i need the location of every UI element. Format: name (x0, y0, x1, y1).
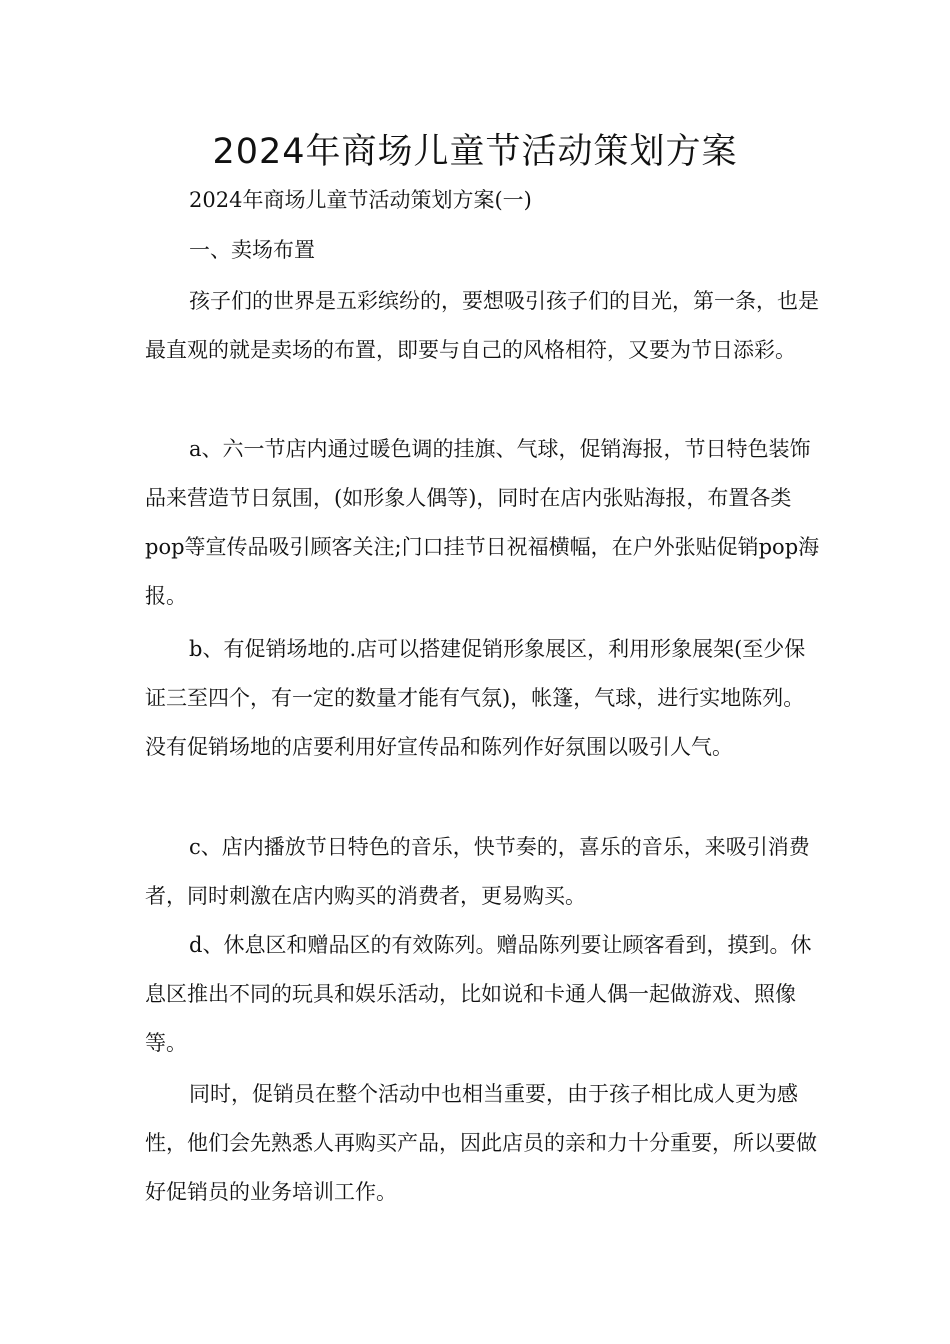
paragraph: 孩子们的世界是五彩缤纷的，要想吸引孩子们的目光，第一条，也是最直观的就是卖场的布置，即要与自己的风格相符，又要为节日添彩。 (145, 289, 819, 362)
paragraph: 同时，促销员在整个活动中也相当重要，由于孩子相比成人更为感性，他们会先熟悉人再购买产品，因此店员的亲和力十分重要，所以要做好促销员的业务培训工作。 (145, 1082, 817, 1204)
document-subtitle: 2024年商场儿童节活动策划方案(一) (189, 188, 532, 212)
section-heading: 一、卖场布置 (189, 238, 315, 262)
paragraph-item-b: b、有促销场地的.店可以搭建促销形象展区，利用形象展架(至少保证三至四个，有一定的数量才能有气氛)，帐篷，气球，进行实地陈列。没有促销场地的店要利用好宣传品和陈列作好氛围以吸引人气。 (145, 637, 806, 759)
paragraph-item-c: c、店内播放节日特色的音乐，快节奏的，喜乐的音乐，来吸引消费者，同时刺激在店内购买的消费者，更易购买。 (145, 835, 810, 908)
document-title: 2024年商场儿童节活动策划方案 (212, 132, 738, 172)
paragraph-item-d: d、休息区和赠品区的有效陈列。赠品陈列要让顾客看到，摸到。休息区推出不同的玩具和娱乐活动，比如说和卡通人偶一起做游戏、照像等。 (145, 933, 812, 1055)
paragraph-item-a: a、六一节店内通过暖色调的挂旗、气球，促销海报，节日特色装饰品来营造节日氛围，(如形象人偶等)，同时在店内张贴海报，布置各类pop等宣传品吸引顾客关注;门口挂节日祝福横幅，在户外张贴促销pop海报。 (145, 437, 820, 608)
